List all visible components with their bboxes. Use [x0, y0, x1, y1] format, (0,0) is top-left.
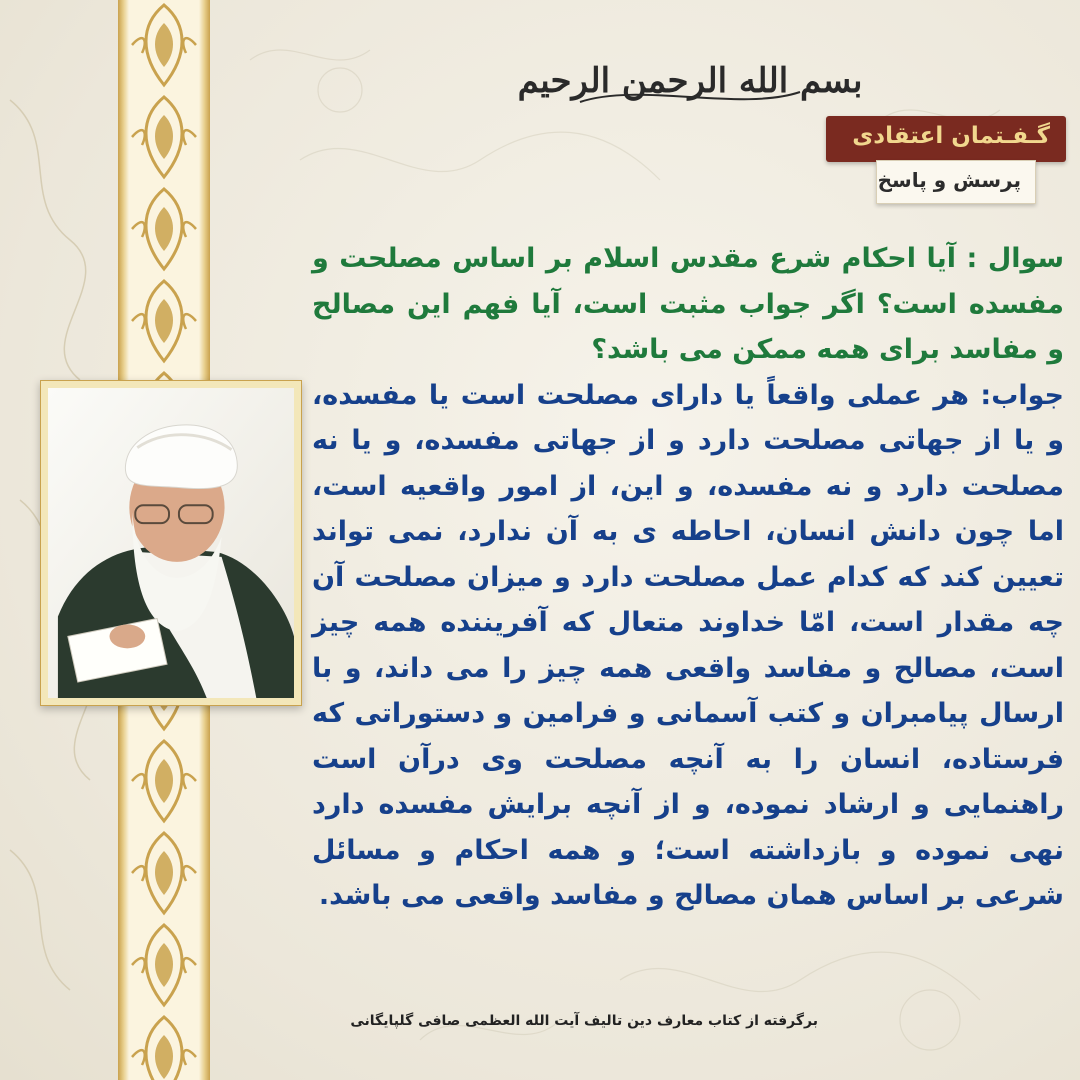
ornament-motif: [132, 1017, 196, 1080]
scholar-photo: [40, 380, 302, 706]
ornament-motif: [132, 925, 196, 1005]
basmala-calligraphy: [517, 22, 863, 117]
ornament-motif: [132, 741, 196, 821]
category-label-text: گـفـتمان اعتقادی: [852, 123, 1050, 149]
subcategory-label: [876, 160, 1036, 204]
ornament-motif: [132, 5, 196, 85]
svg-text:بسم الله الرحمن الرحیم: بسم الله الرحمن الرحیم: [517, 61, 863, 101]
source-citation: برگرفته از کتاب معارف دین تالیف آیت الله العظمی صافی گلپایگانی: [350, 1013, 818, 1029]
question-text: سوال : آیا احکام شرع مقدس اسلام بر اساس مصلحت و مفسده است؟ اگر جواب مثبت است، آیا فهم این مصالح و مفاسد برای همه ممکن می باشد؟: [312, 243, 1064, 365]
ornament-motif: [132, 833, 196, 913]
ornament-motif: [132, 281, 196, 361]
ornament-motif: [132, 97, 196, 177]
ornament-motif: [132, 189, 196, 269]
qa-content: [312, 236, 1064, 919]
subcategory-label-text: پرسش و پاسخ: [877, 168, 1021, 192]
answer-text: جواب: هر عملی واقعاً یا دارای مصلحت است یا مفسده، و یا از جهاتی مصلحت دارد و از جهاتی مفسده، و یا نه مصلحت دارد و نه مفسده، و این، از امور واقعیه است، اما چون دانش انسان، احاطه ی به آن ندارد، نمی تواند تعیین کند که کدام عمل مصلحت دارد و میزان مصلحت آن چه مقدار است، امّا خداوند متعال که آفریننده همه چیز است، مصالح و مفاسد واقعی همه چیز را می داند، و با ارسال پیامبران و کتب آسمانی و فرامین و دستوراتی که فرستاده، انسان را به آنچه مصلحت وی درآن است راهنمایی و ارشاد نموده، و از آنچه برایش مفسده دارد نهی نموده و بازداشته است؛ و همه احکام و مسائل شرعی بر اساس همان مصالح و مفاسد واقعی می باشد.: [312, 379, 1064, 911]
category-label: [826, 116, 1066, 162]
